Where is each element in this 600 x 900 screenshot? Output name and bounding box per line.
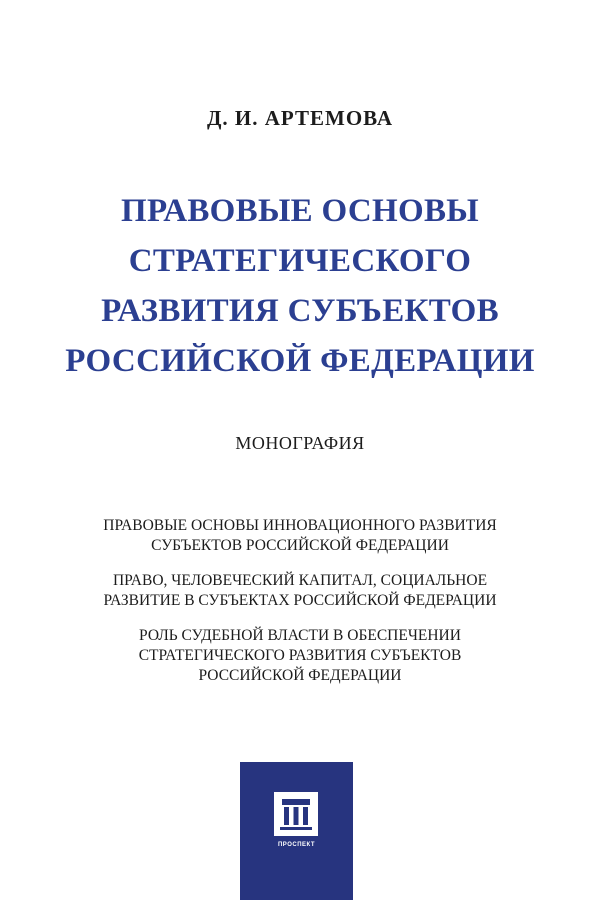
prospekt-building-icon	[274, 792, 318, 836]
series-line: РОССИЙСКОЙ ФЕДЕРАЦИИ	[198, 667, 402, 684]
series-item	[0, 571, 600, 611]
genre-label: МОНОГРАФИЯ	[235, 433, 365, 453]
series-item	[0, 516, 600, 556]
series-item	[0, 626, 600, 686]
title-line: ПРАВОВЫЕ ОСНОВЫ	[121, 193, 479, 229]
series-list	[0, 516, 600, 701]
publisher-name: ПРОСПЕКТ	[277, 842, 316, 848]
title-line: СТРАТЕГИЧЕСКОГО	[128, 243, 472, 279]
series-line: РОЛЬ СУДЕБНОЙ ВЛАСТИ В ОБЕСПЕЧЕНИИ	[139, 627, 461, 644]
series-line: СТРАТЕГИЧЕСКОГО РАЗВИТИЯ СУБЪЕКТОВ	[138, 647, 462, 664]
title-line: РАЗВИТИЯ СУБЪЕКТОВ	[101, 293, 499, 329]
series-line: ПРАВО, ЧЕЛОВЕЧЕСКИЙ КАПИТАЛ, СОЦИАЛЬНОЕ	[112, 572, 488, 589]
publisher-block	[240, 762, 353, 900]
series-line: РАЗВИТИЕ В СУБЪЕКТАХ РОССИЙСКОЙ ФЕДЕРАЦИИ	[103, 592, 497, 609]
book-title	[0, 186, 600, 386]
title-line: РОССИЙСКОЙ ФЕДЕРАЦИИ	[65, 343, 535, 379]
series-line: СУБЪЕКТОВ РОССИЙСКОЙ ФЕДЕРАЦИИ	[151, 537, 449, 554]
author-name: Д. И. АРТЕМОВА	[206, 106, 394, 130]
series-line: ПРАВОВЫЕ ОСНОВЫ ИННОВАЦИОННОГО РАЗВИТИЯ	[103, 517, 497, 534]
